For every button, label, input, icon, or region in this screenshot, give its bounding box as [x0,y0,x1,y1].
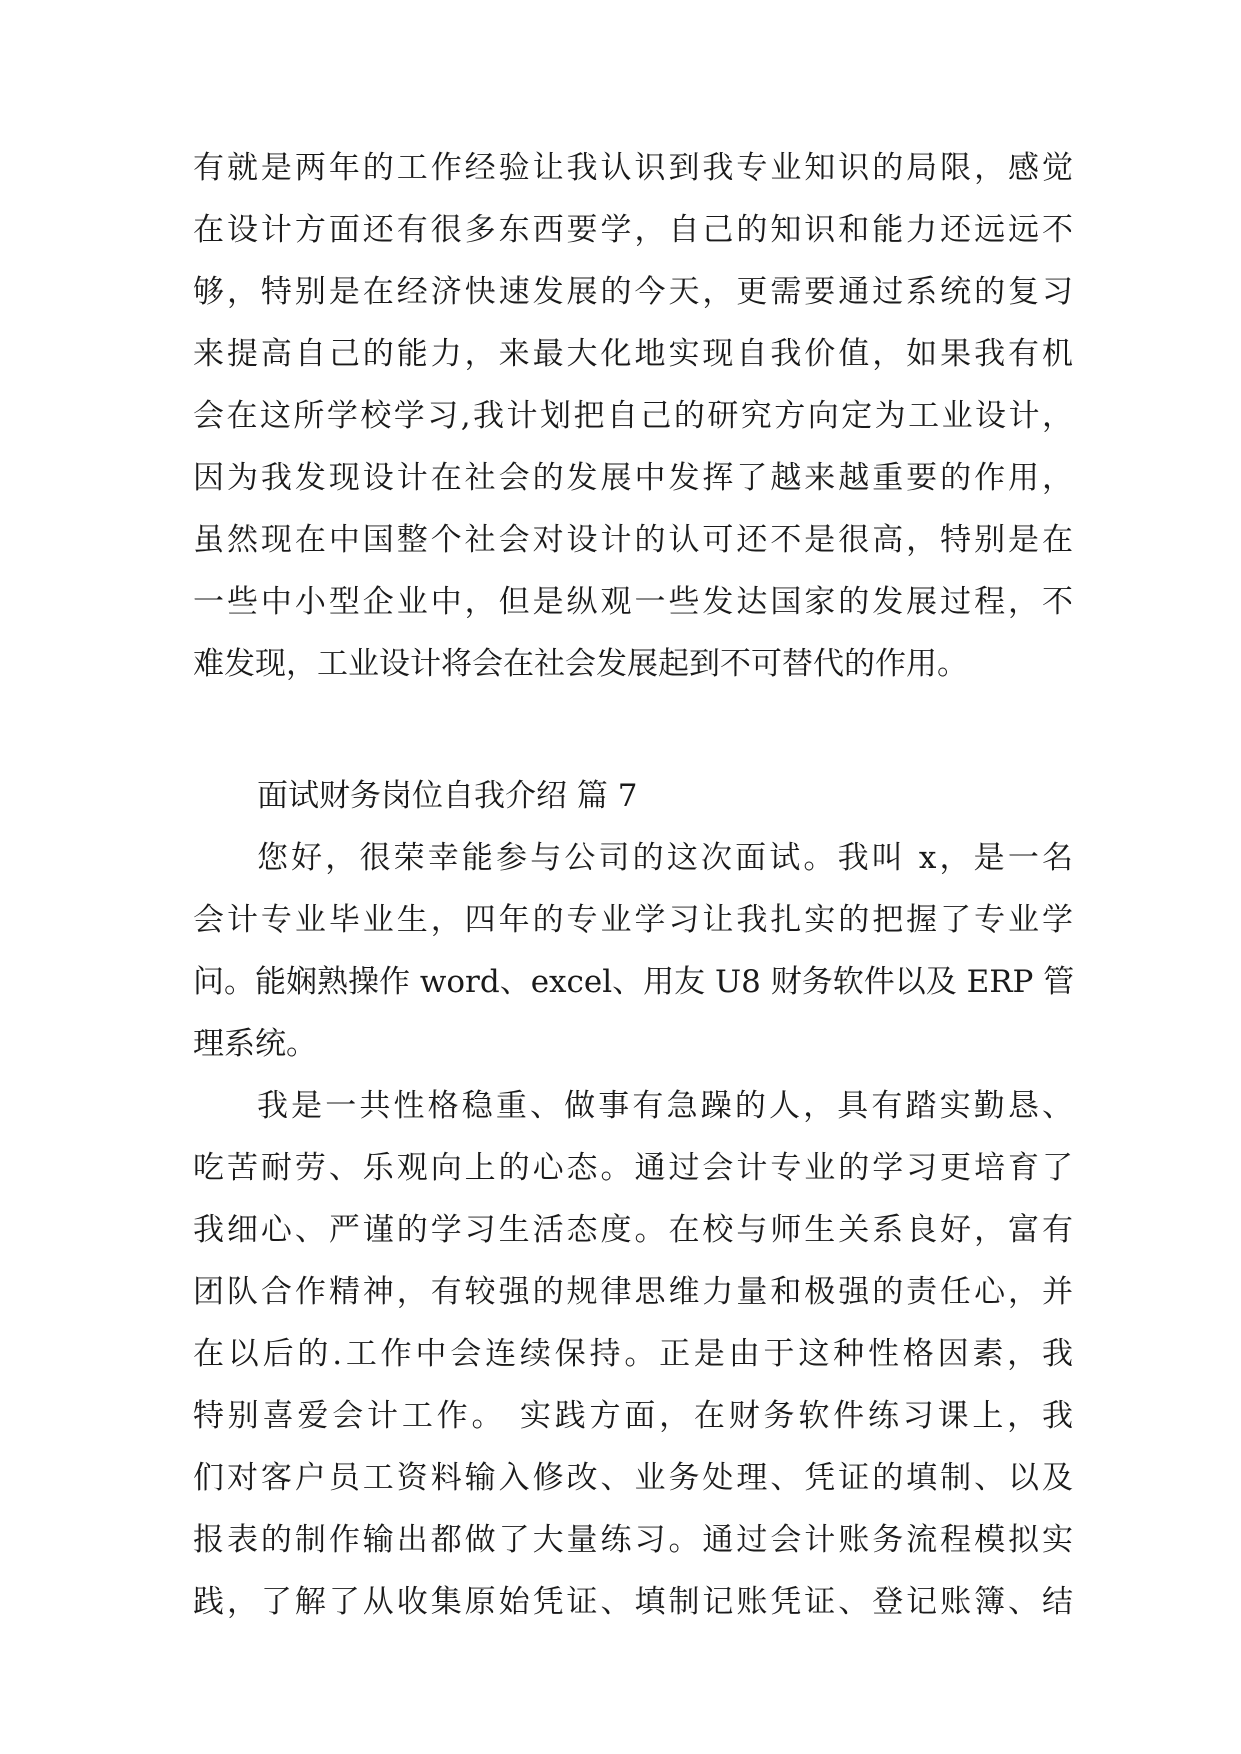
paragraph-1-line-2: 在设计方面还有很多东西要学，自己的知识和能力还远远不 [193,212,1073,248]
paragraph-3-line-8: 报表的制作输出都做了大量练习。通过会计账务流程模拟实 [193,1522,1073,1558]
paragraph-1-line-5: 会在这所学校学习,我计划把自己的研究方向定为工业设计， [193,398,1073,434]
paragraph-1-line-9: 难发现，工业设计将会在社会发展起到不可替代的作用。 [193,646,968,682]
paragraph-3-line-6: 特别喜爱会计工作。 实践方面，在财务软件练习课上，我 [193,1398,1073,1434]
paragraph-1-line-7: 虽然现在中国整个社会对设计的认可还不是很高，特别是在 [193,522,1073,558]
paragraph-1-line-6: 因为我发现设计在社会的发展中发挥了越来越重要的作用， [193,460,1073,496]
paragraph-2-line-3: 问。能娴熟操作 word、excel、用友 U8 财务软件以及 ERP 管 [193,964,1075,1000]
paragraph-1-line-1: 有就是两年的工作经验让我认识到我专业知识的局限，感觉 [193,150,1073,186]
paragraph-1-line-3: 够，特别是在经济快速发展的今天，更需要通过系统的复习 [193,274,1073,310]
paragraph-1-line-8: 一些中小型企业中，但是纵观一些发达国家的发展过程，不 [193,584,1073,620]
section-heading: 面试财务岗位自我介绍 篇 7 [257,778,638,814]
paragraph-3-line-2: 吃苦耐劳、乐观向上的心态。通过会计专业的学习更培育了 [193,1150,1073,1186]
paragraph-3-line-4: 团队合作精神，有较强的规律思维力量和极强的责任心，并 [193,1274,1073,1310]
paragraph-3-line-3: 我细心、严谨的学习生活态度。在校与师生关系良好，富有 [193,1212,1073,1248]
paragraph-2-line-1: 您好，很荣幸能参与公司的这次面试。我叫 x，是一名 [257,840,1073,876]
paragraph-3-line-7: 们对客户员工资料输入修改、业务处理、凭证的填制、以及 [193,1460,1073,1496]
paragraph-1-line-4: 来提高自己的能力，来最大化地实现自我价值，如果我有机 [193,336,1073,372]
paragraph-2-line-4: 理系统。 [193,1026,317,1062]
paragraph-2-line-2: 会计专业毕业生，四年的专业学习让我扎实的把握了专业学 [193,902,1073,938]
paragraph-3-line-9: 践，了解了从收集原始凭证、填制记账凭证、登记账簿、结 [193,1584,1073,1620]
paragraph-3-line-1: 我是一共性格稳重、做事有急躁的人，具有踏实勤恳、 [257,1088,1073,1124]
paragraph-3-line-5: 在以后的.工作中会连续保持。正是由于这种性格因素，我 [193,1336,1073,1372]
